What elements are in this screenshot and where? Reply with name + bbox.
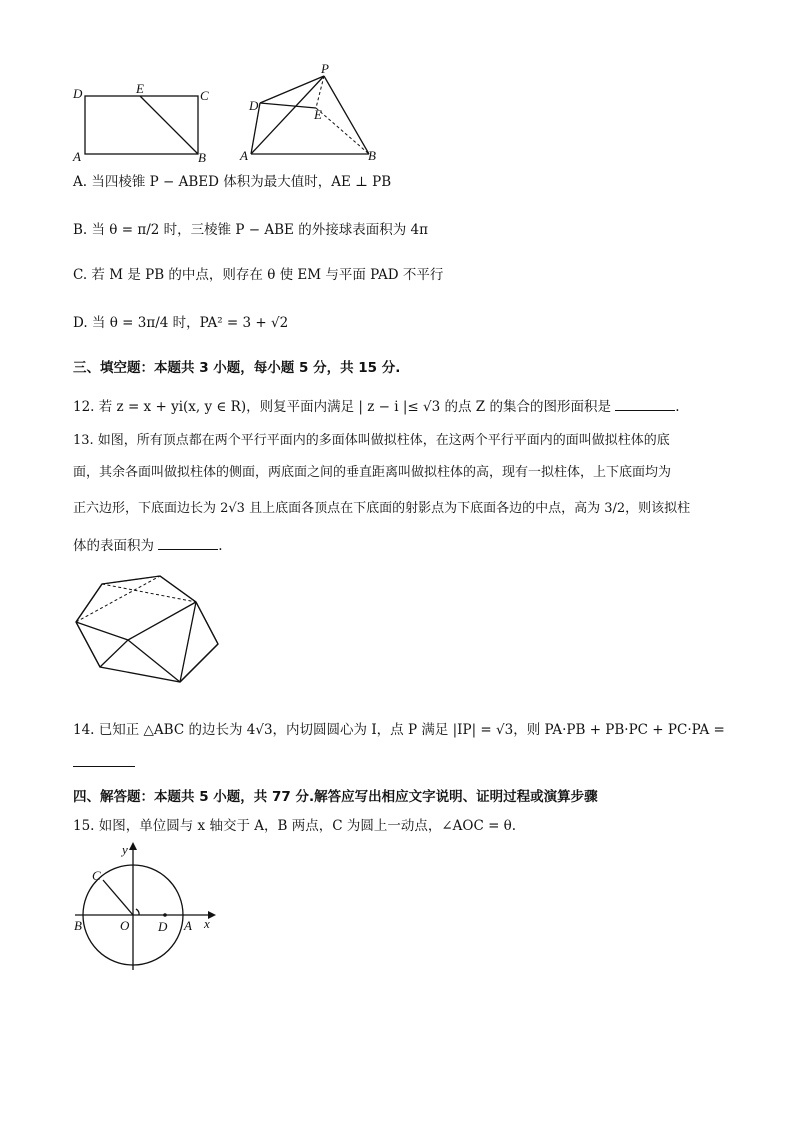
question-13-text-4: 体的表面积为 [73,538,154,554]
answer-blank-14 [73,752,135,767]
question-15: 15. 如图，单位圆与 x 轴交于 A，B 两点，C 为圆上一动点，∠AOC = θ. [73,818,517,834]
label-b: B [74,918,82,933]
figure-pyramid [238,62,388,167]
label-a: A [240,148,248,163]
label-p: P [321,62,329,76]
question-12: 12. 若 z = x + yi(x, y ∈ R)，则复平面内满足 | z − i |≤ √3 的点 Z 的集合的图形面积是 . [73,396,680,417]
label-c: C [92,868,101,883]
label-o: O [120,918,130,933]
label-c: C [200,88,209,103]
rectangle-abcd [85,96,198,154]
question-13-line-4: 体的表面积为 . [73,535,223,556]
segment-eb [140,96,198,154]
question-13-line-3: 正六边形，下底面边长为 2√3 且上底面各顶点在下底面的射影点为下底面各边的中点，高为 3/2，则该拟柱 [73,501,691,516]
label-d: D [73,86,83,101]
answer-blank-13 [158,535,218,550]
option-b: B. 当 θ = π/2 时，三棱锥 P − ABE 的外接球表面积为 4π [73,222,428,238]
section-4-title: 四、解答题：本题共 5 小题，共 77 分.解答应写出相应文字说明、证明过程或演算步骤 [73,789,598,805]
label-a: A [184,918,192,933]
option-a: A. 当四棱锥 P − ABED 体积为最大值时，AE ⊥ PB [73,174,392,190]
answer-blank-12 [615,396,675,411]
figure-unit-circle [70,842,230,977]
question-13-line-1: 13. 如图，所有顶点都在两个平行平面内的多面体叫做拟柱体，在这两个平行平面内的面叫做拟柱体的底 [73,433,670,448]
question-14: 14. 已知正 △ABC 的边长为 4√3，内切圆圆心为 I，点 P 满足 |IP| = √3，则 PA·PB + PB·PC + PC·PA = [73,722,725,738]
label-y: y [122,842,128,857]
figure-rectangle [70,82,220,167]
section-3-title: 三、填空题：本题共 3 小题，每小题 5 分，共 15 分. [73,360,401,376]
option-c: C. 若 M 是 PB 的中点，则存在 θ 使 EM 与平面 PAD 不平行 [73,267,444,283]
label-d: D [158,919,168,934]
label-a: A [73,149,81,164]
label-d: D [249,98,259,113]
point-d [163,913,167,917]
figure-pseudo-prism [70,572,230,687]
question-13-line-2: 面，其余各面叫做拟柱体的侧面，两底面之间的垂直距离叫做拟柱体的高，现有一拟柱体，上下底面均为 [73,465,672,480]
label-x: x [204,916,210,931]
label-b: B [198,150,206,165]
label-e: E [314,107,322,122]
label-e: E [136,82,144,96]
question-12-text: 12. 若 z = x + yi(x, y ∈ R)，则复平面内满足 | z − i |≤ √3 的点 Z 的集合的图形面积是 [73,399,611,415]
option-d: D. 当 θ = 3π/4 时，PA² = 3 + √2 [73,315,289,331]
label-b: B [368,148,376,163]
